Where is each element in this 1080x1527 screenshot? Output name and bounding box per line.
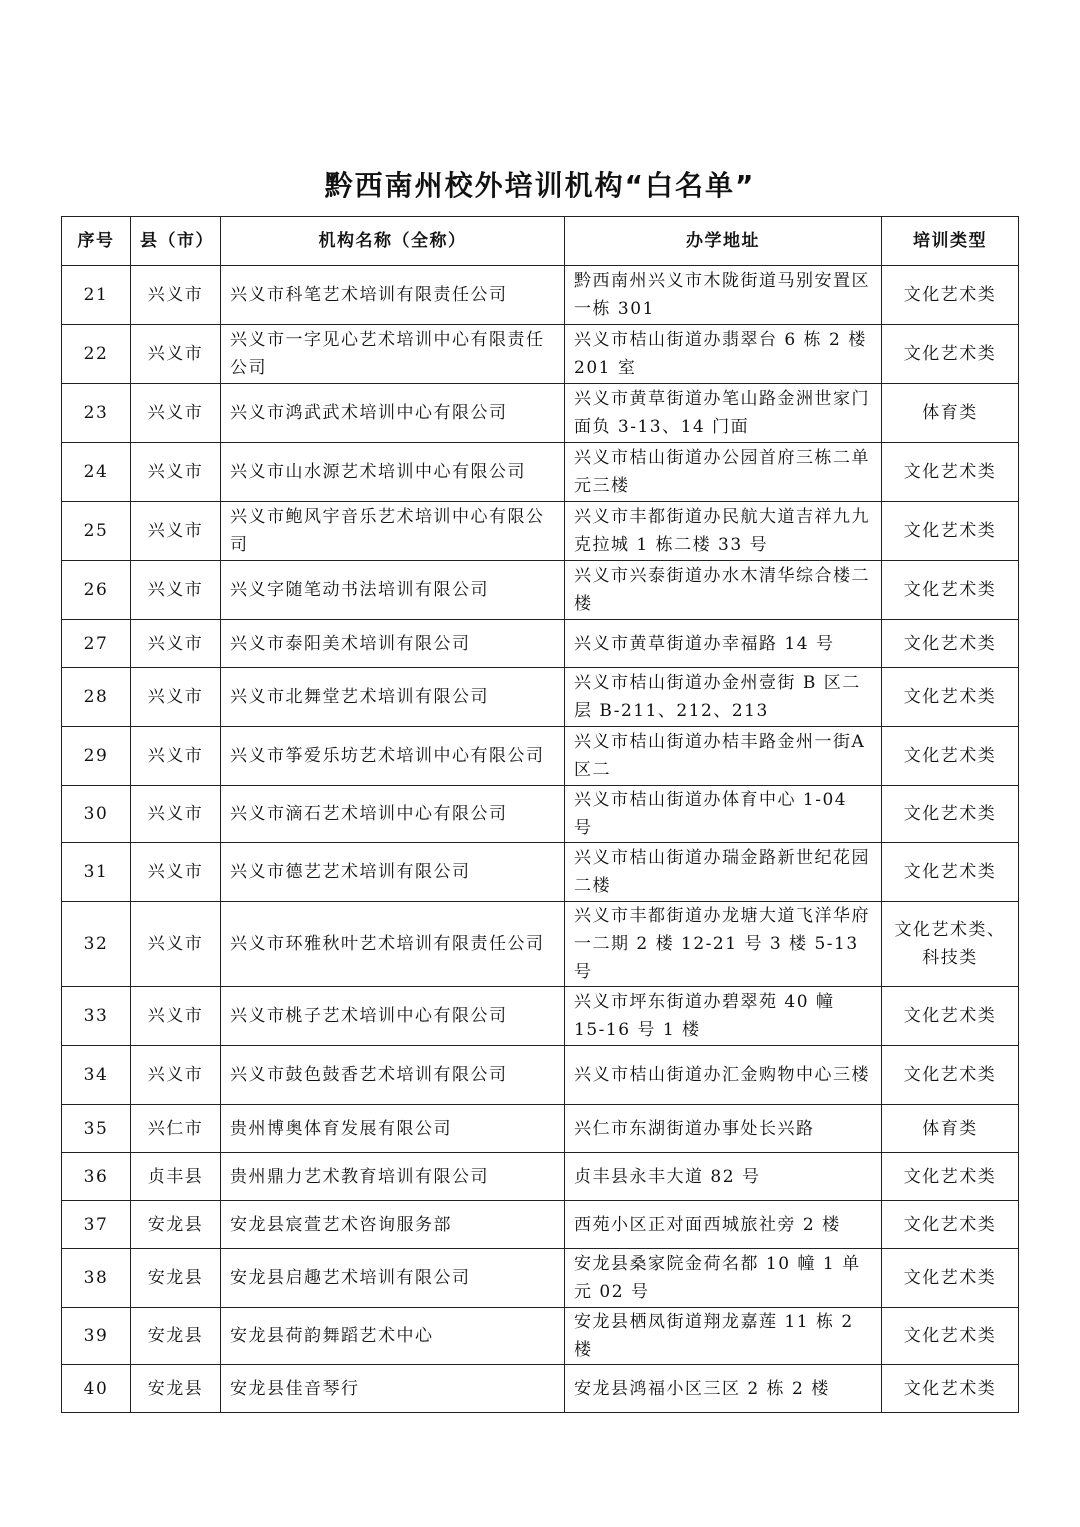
row-number: 25: [62, 502, 131, 561]
table-row: [62, 620, 1019, 668]
row-institution-name: 贵州鼎力艺术教育培训有限公司: [221, 1153, 565, 1201]
row-number: 38: [62, 1249, 131, 1308]
row-number: 27: [62, 620, 131, 668]
table-row: [62, 1105, 1019, 1153]
table-row: [62, 786, 1019, 843]
column-header-name: 机构名称（全称）: [221, 217, 565, 266]
row-institution-name: 兴义市鸿武武术培训中心有限公司: [221, 384, 565, 443]
row-number: 29: [62, 727, 131, 786]
row-institution-name: 兴义市科笔艺术培训有限责任公司: [221, 266, 565, 325]
row-training-type: 文化艺术类: [882, 1249, 1019, 1308]
row-address: 黔西南州兴义市木陇街道马别安置区一栋 301: [565, 266, 882, 325]
row-institution-name: 兴义市鲍风宇音乐艺术培训中心有限公司: [221, 502, 565, 561]
row-county: 兴义市: [131, 786, 221, 843]
row-county: 安龙县: [131, 1249, 221, 1308]
row-number: 36: [62, 1153, 131, 1201]
row-county: 安龙县: [131, 1365, 221, 1413]
table-row: [62, 987, 1019, 1046]
row-training-type: 文化艺术类: [882, 620, 1019, 668]
row-address: 兴义市桔山街道办公园首府三栋二单元三楼: [565, 443, 882, 502]
row-address: 兴义市黄草街道办笔山路金洲世家门面负 3-13、14 门面: [565, 384, 882, 443]
row-address: 安龙县桑家院金荷名都 10 幢 1 单元 02 号: [565, 1249, 882, 1308]
row-institution-name: 兴义市滴石艺术培训中心有限公司: [221, 786, 565, 843]
row-number: 28: [62, 668, 131, 727]
row-county: 兴义市: [131, 843, 221, 902]
row-training-type: 文化艺术类: [882, 1201, 1019, 1249]
row-training-type: 文化艺术类: [882, 843, 1019, 902]
row-training-type: 文化艺术类: [882, 1046, 1019, 1105]
row-county: 兴仁市: [131, 1105, 221, 1153]
table-row: [62, 561, 1019, 620]
row-county: 贞丰县: [131, 1153, 221, 1201]
row-address: 安龙县栖凤街道翔龙嘉莲 11 栋 2 楼: [565, 1308, 882, 1365]
row-address: 兴义市桔山街道办翡翠台 6 栋 2 楼 201 室: [565, 325, 882, 384]
row-number: 21: [62, 266, 131, 325]
table-row: [62, 1249, 1019, 1308]
column-header-type: 培训类型: [882, 217, 1019, 266]
row-county: 兴义市: [131, 384, 221, 443]
row-institution-name: 兴义市筝爱乐坊艺术培训中心有限公司: [221, 727, 565, 786]
table-row: [62, 1201, 1019, 1249]
table-row: [62, 668, 1019, 727]
table-row: [62, 1365, 1019, 1413]
row-county: 兴义市: [131, 668, 221, 727]
table-row: [62, 1046, 1019, 1105]
table-row: [62, 1308, 1019, 1365]
row-county: 兴义市: [131, 727, 221, 786]
row-institution-name: 安龙县宸萱艺术咨询服务部: [221, 1201, 565, 1249]
row-county: 安龙县: [131, 1308, 221, 1365]
row-county: 兴义市: [131, 443, 221, 502]
whitelist-table: [61, 216, 1019, 1413]
row-county: 兴义市: [131, 987, 221, 1046]
row-training-type: 体育类: [882, 1105, 1019, 1153]
column-header-number: 序号: [62, 217, 131, 266]
row-institution-name: 兴义市德艺艺术培训有限公司: [221, 843, 565, 902]
row-training-type: 文化艺术类: [882, 987, 1019, 1046]
row-number: 26: [62, 561, 131, 620]
row-county: 兴义市: [131, 902, 221, 987]
row-number: 23: [62, 384, 131, 443]
row-number: 39: [62, 1308, 131, 1365]
row-county: 兴义市: [131, 1046, 221, 1105]
page-title: 黔西南州校外培训机构“白名单”: [324, 169, 756, 202]
row-number: 30: [62, 786, 131, 843]
row-number: 33: [62, 987, 131, 1046]
row-number: 22: [62, 325, 131, 384]
table-row: [62, 902, 1019, 987]
row-address: 西苑小区正对面西城旅社旁 2 楼: [565, 1201, 882, 1249]
row-number: 24: [62, 443, 131, 502]
row-institution-name: 安龙县佳音琴行: [221, 1365, 565, 1413]
row-institution-name: 兴义字随笔动书法培训有限公司: [221, 561, 565, 620]
row-address: 兴义市坪东街道办碧翠苑 40 幢 15-16 号 1 楼: [565, 987, 882, 1046]
table-row: [62, 502, 1019, 561]
row-number: 40: [62, 1365, 131, 1413]
row-address: 贞丰县永丰大道 82 号: [565, 1153, 882, 1201]
row-institution-name: 兴义市桃子艺术培训中心有限公司: [221, 987, 565, 1046]
row-address: 兴义市桔山街道办桔丰路金州一街A区二: [565, 727, 882, 786]
row-institution-name: 兴义市一字见心艺术培训中心有限责任公司: [221, 325, 565, 384]
row-address: 兴义市桔山街道办金州壹街 B 区二层 B-211、212、213: [565, 668, 882, 727]
row-training-type: 文化艺术类、科技类: [882, 902, 1019, 987]
row-county: 安龙县: [131, 1201, 221, 1249]
table-header-row: [62, 217, 1019, 266]
row-institution-name: 兴义市北舞堂艺术培训有限公司: [221, 668, 565, 727]
row-training-type: 文化艺术类: [882, 266, 1019, 325]
row-institution-name: 贵州博奥体育发展有限公司: [221, 1105, 565, 1153]
row-address: 兴义市桔山街道办汇金购物中心三楼: [565, 1046, 882, 1105]
row-address: 兴义市黄草街道办幸福路 14 号: [565, 620, 882, 668]
row-institution-name: 安龙县荷韵舞蹈艺术中心: [221, 1308, 565, 1365]
table-row: [62, 443, 1019, 502]
row-county: 兴义市: [131, 266, 221, 325]
row-address: 兴义市丰都街道办民航大道吉祥九九克拉城 1 栋二楼 33 号: [565, 502, 882, 561]
row-county: 兴义市: [131, 561, 221, 620]
row-institution-name: 安龙县启趣艺术培训有限公司: [221, 1249, 565, 1308]
table-row: [62, 325, 1019, 384]
table-row: [62, 384, 1019, 443]
row-training-type: 文化艺术类: [882, 443, 1019, 502]
table-row: [62, 1153, 1019, 1201]
row-address: 兴义市丰都街道办龙塘大道飞洋华府一二期 2 楼 12-21 号 3 楼 5-13 号: [565, 902, 882, 987]
row-training-type: 文化艺术类: [882, 502, 1019, 561]
row-number: 34: [62, 1046, 131, 1105]
row-number: 31: [62, 843, 131, 902]
row-training-type: 文化艺术类: [882, 1153, 1019, 1201]
row-number: 35: [62, 1105, 131, 1153]
column-header-address: 办学地址: [565, 217, 882, 266]
row-county: 兴义市: [131, 620, 221, 668]
row-training-type: 体育类: [882, 384, 1019, 443]
row-institution-name: 兴义市环雅秋叶艺术培训有限责任公司: [221, 902, 565, 987]
table-row: [62, 266, 1019, 325]
row-address: 兴义市桔山街道办体育中心 1-04 号: [565, 786, 882, 843]
column-header-county: 县（市）: [131, 217, 221, 266]
row-address: 兴义市兴泰街道办水木清华综合楼二楼: [565, 561, 882, 620]
row-training-type: 文化艺术类: [882, 561, 1019, 620]
row-institution-name: 兴义市鼓色鼓香艺术培训有限公司: [221, 1046, 565, 1105]
row-training-type: 文化艺术类: [882, 1365, 1019, 1413]
row-address: 兴义市桔山街道办瑞金路新世纪花园二楼: [565, 843, 882, 902]
row-training-type: 文化艺术类: [882, 1308, 1019, 1365]
row-training-type: 文化艺术类: [882, 727, 1019, 786]
row-county: 兴义市: [131, 502, 221, 561]
row-number: 37: [62, 1201, 131, 1249]
row-institution-name: 兴义市山水源艺术培训中心有限公司: [221, 443, 565, 502]
row-training-type: 文化艺术类: [882, 668, 1019, 727]
row-number: 32: [62, 902, 131, 987]
row-institution-name: 兴义市泰阳美术培训有限公司: [221, 620, 565, 668]
row-training-type: 文化艺术类: [882, 325, 1019, 384]
table-row: [62, 843, 1019, 902]
row-address: 安龙县鸿福小区三区 2 栋 2 楼: [565, 1365, 882, 1413]
row-county: 兴义市: [131, 325, 221, 384]
row-training-type: 文化艺术类: [882, 786, 1019, 843]
row-address: 兴仁市东湖街道办事处长兴路: [565, 1105, 882, 1153]
table-row: [62, 727, 1019, 786]
